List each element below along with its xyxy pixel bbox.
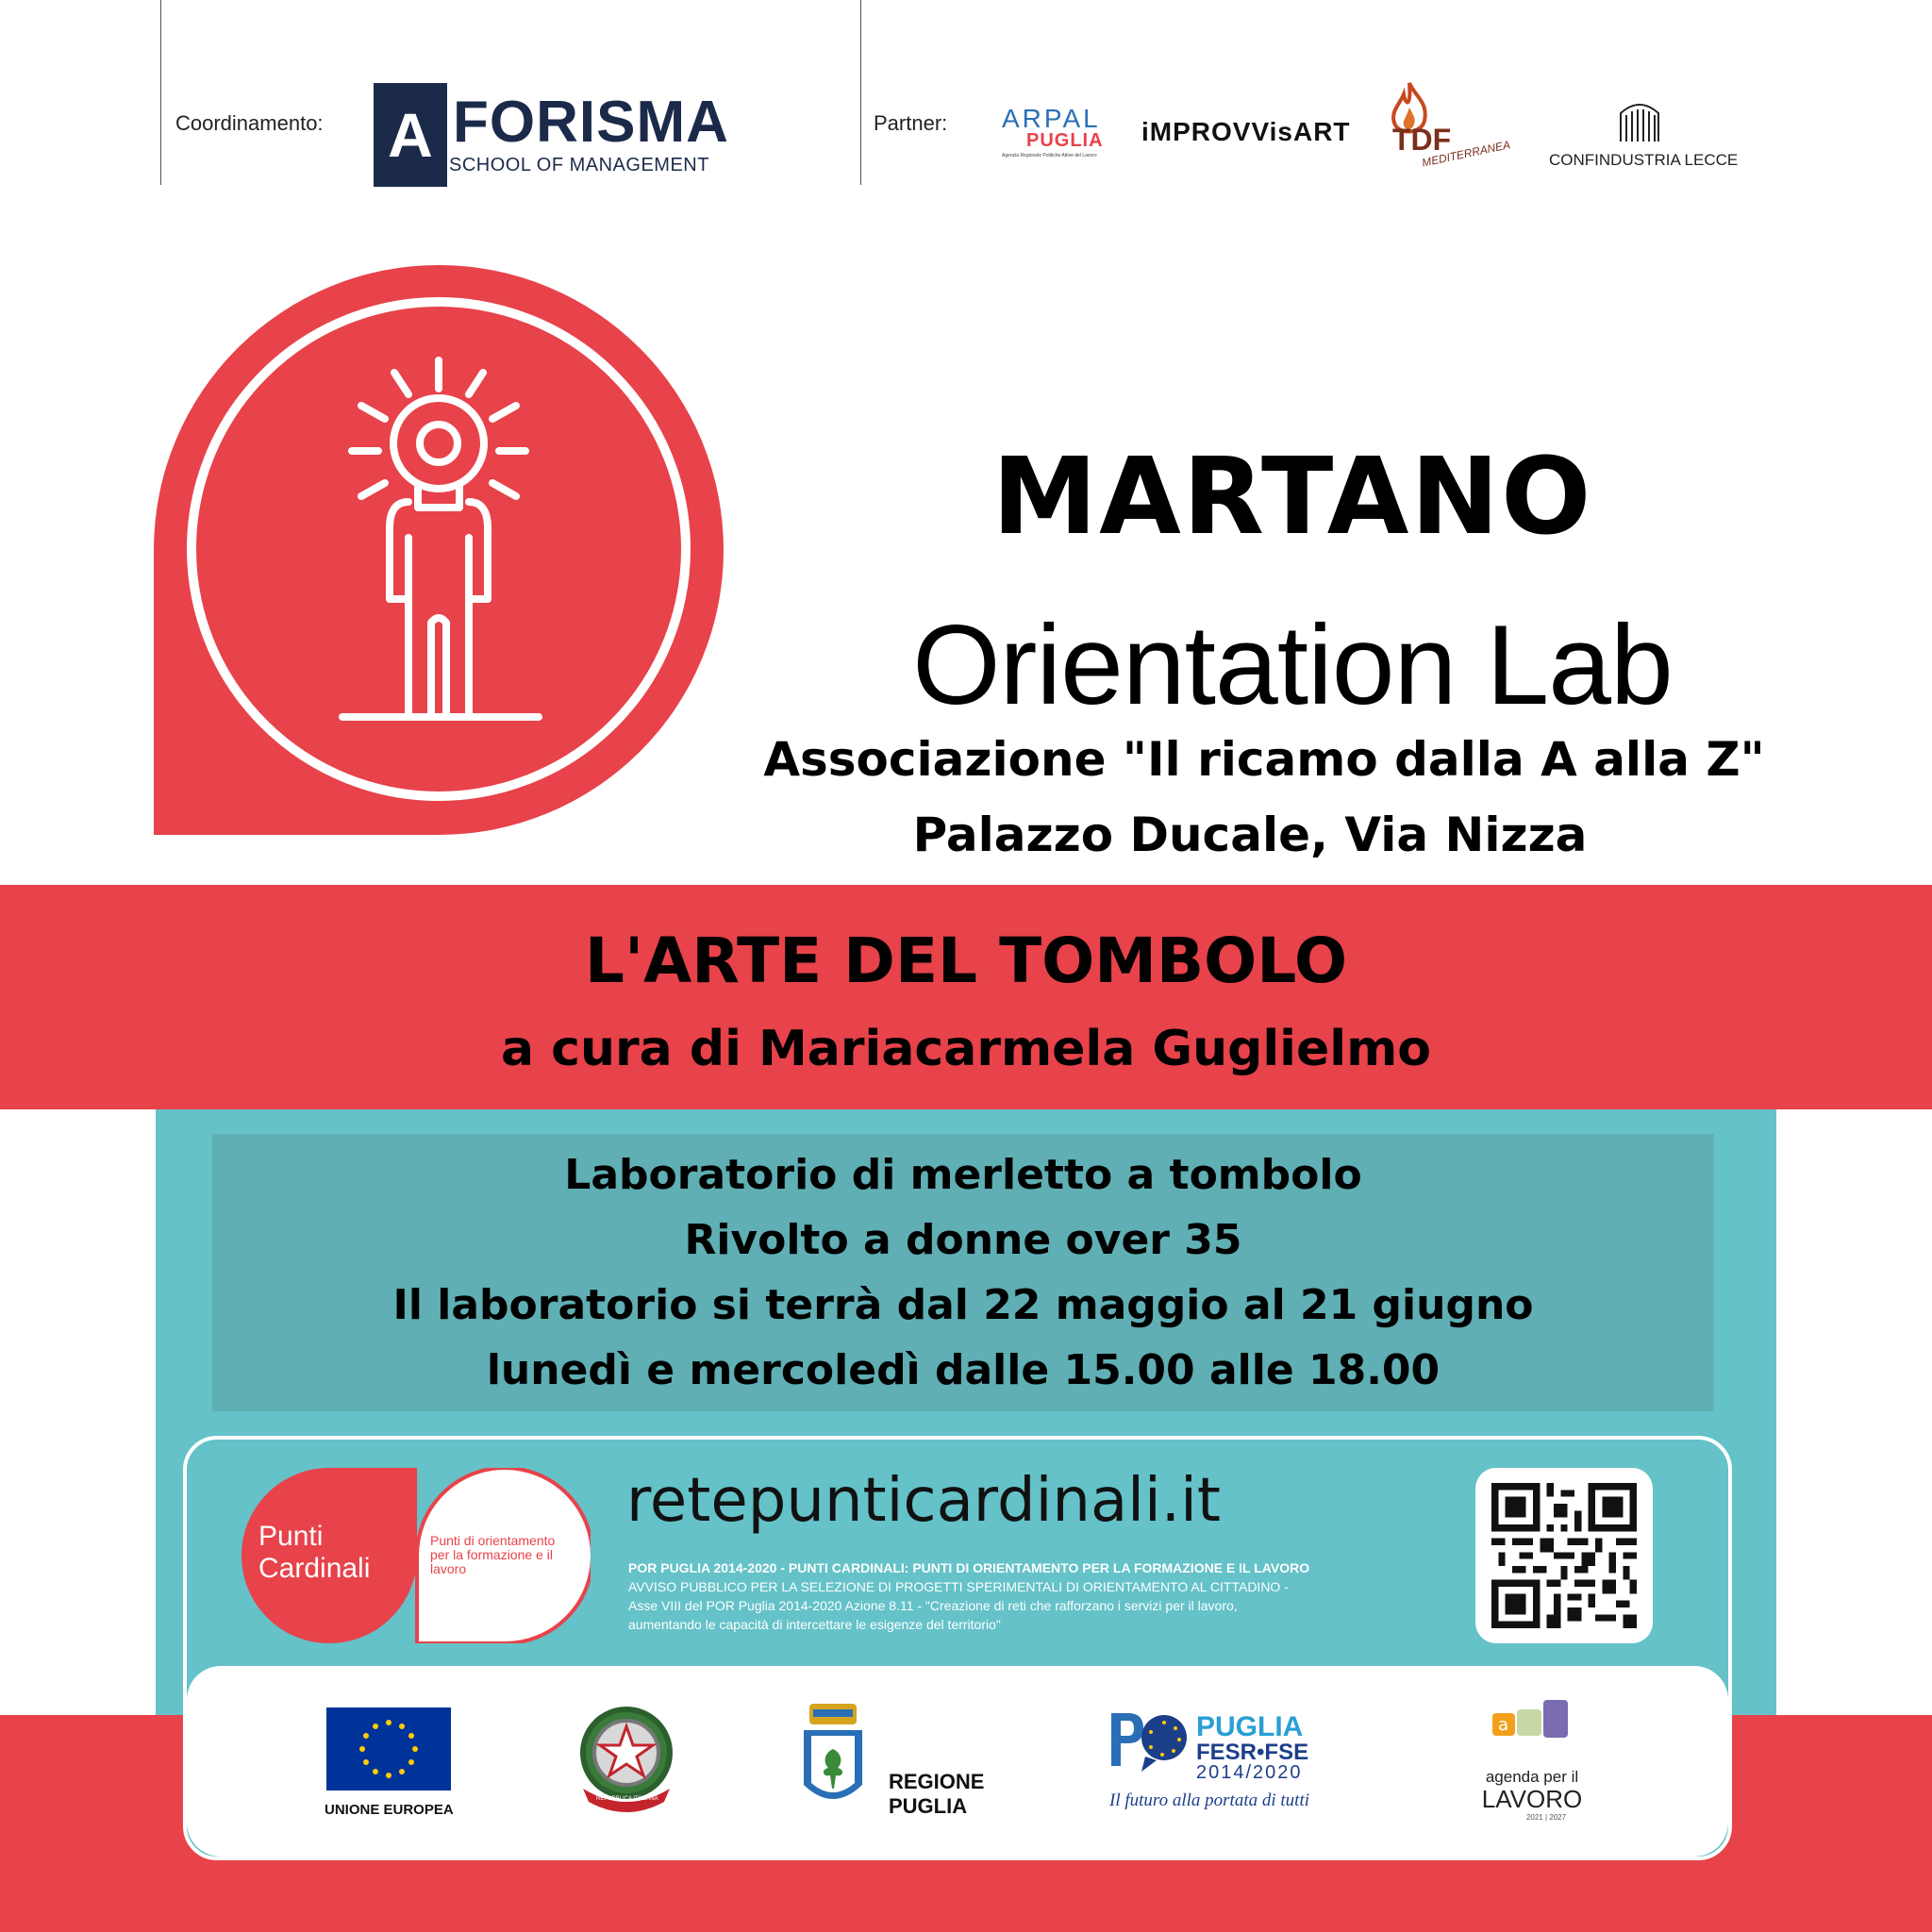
arpal-small: Agenzia Regionale Politiche Attive del Lavoro <box>1002 153 1097 158</box>
por-p-icon <box>1108 1709 1187 1777</box>
tdf-logo <box>1383 81 1512 175</box>
aforisma-logo <box>374 83 732 187</box>
association-name: Associazione "Il ricamo dalla A alla Z" <box>763 732 1765 787</box>
qr-code-icon <box>1491 1483 1637 1628</box>
tdf-subtitle: MEDITERRANEA <box>1421 138 1512 170</box>
por-fesr: FESR•FSE <box>1196 1740 1309 1765</box>
eu-flag-icon <box>326 1707 451 1790</box>
arpal-logo <box>998 104 1111 162</box>
agenda-years: 2021 | 2027 <box>1525 1813 1567 1822</box>
agenda-caption-1: agenda per il <box>1485 1768 1579 1786</box>
arpal-top: ARPAL <box>1002 104 1101 133</box>
por-puglia-logo <box>1108 1709 1362 1815</box>
svg-text:a: a <box>1498 1715 1509 1735</box>
confindustria-mark-icon <box>1615 100 1664 143</box>
regione-caption-2: PUGLIA <box>889 1794 968 1818</box>
regione-caption-1: REGIONE <box>889 1770 985 1793</box>
improvvisart-logo: iMPROVVisART <box>1141 117 1351 146</box>
pc-title-1: Punti <box>258 1521 324 1552</box>
coordination-label: Coordinamento: <box>175 111 324 135</box>
info-line-4: lunedì e mercoledì dalle 15.00 alle 18.00 <box>486 1346 1441 1394</box>
confindustria-logo <box>1547 100 1739 174</box>
agenda-icon <box>1489 1696 1574 1757</box>
qr-code[interactable] <box>1475 1468 1653 1643</box>
header-divider-right <box>860 0 861 185</box>
venue-address: Palazzo Ducale, Via Nizza <box>912 808 1588 862</box>
aforisma-subtitle: SCHOOL OF MANAGEMENT <box>449 155 709 175</box>
legal-line-1: POR PUGLIA 2014-2020 - PUNTI CARDINALI: PUNTI DI ORIENTAMENTO PER LA FORMAZIONE E IL LAVORO <box>628 1560 1310 1575</box>
partner-label: Partner: <box>874 111 948 135</box>
repubblica-emblem <box>570 1698 683 1817</box>
info-line-2: Rivolto a donne over 35 <box>684 1216 1242 1264</box>
legal-line-3: Asse VIII del POR Puglia 2014-2020 Azione 8.11 - "Creazione di reti che rafforzano i servizi per il lavoro, <box>628 1598 1238 1613</box>
info-line-3: Il laboratorio si terrà dal 22 maggio al 21 giugno <box>392 1281 1534 1329</box>
tdf-text: TDF <box>1392 123 1452 157</box>
punti-cardinali-logo <box>242 1468 591 1643</box>
pc-title-2: Cardinali <box>258 1553 371 1584</box>
header-divider-left <box>160 0 161 185</box>
lab-title: Orientation Lab <box>912 602 1673 728</box>
por-title: PUGLIA <box>1196 1711 1304 1742</box>
orientation-badge-icon <box>154 264 729 840</box>
course-title: L'ARTE DEL TOMBOLO <box>584 924 1348 997</box>
curator-name: a cura di Mariacarmela Guglielmo <box>500 1021 1432 1077</box>
eu-logo <box>325 1707 453 1821</box>
agenda-lavoro-logo <box>1466 1696 1598 1826</box>
pc-subtitle: Punti di orientamento per la formazione e il lavoro <box>430 1533 556 1576</box>
por-years: 2014/2020 <box>1196 1762 1303 1783</box>
info-line-1: Laboratorio di merletto a tombolo <box>564 1151 1362 1199</box>
legal-line-2: AVVISO PUBBLICO PER LA SELEZIONE DI PROGETTI SPERIMENTALI DI ORIENTAMENTO AL CITTADINO - <box>628 1579 1289 1594</box>
por-slogan: Il futuro alla portata di tutti <box>1109 1790 1310 1810</box>
confindustria-text: CONFINDUSTRIA LECCE <box>1549 151 1739 169</box>
agenda-caption-2: LAVORO <box>1481 1785 1583 1813</box>
arpal-bottom: PUGLIA <box>1026 130 1104 151</box>
eu-caption: UNIONE EUROPEA <box>325 1802 454 1818</box>
city-title: MARTANO <box>991 436 1593 558</box>
regione-puglia-logo <box>802 1704 991 1817</box>
website-url[interactable]: retepunticardinali.it <box>626 1466 1221 1536</box>
legal-line-4: aumentando le capacità di intercettare le esigenze del territorio" <box>628 1617 1001 1632</box>
aforisma-letter-box: A <box>374 83 447 187</box>
repubblica-caption: REPUBBLICA ITALIANA <box>596 1796 658 1802</box>
aforisma-word: FORISMA <box>453 90 729 155</box>
puglia-shield-icon <box>802 1704 864 1813</box>
